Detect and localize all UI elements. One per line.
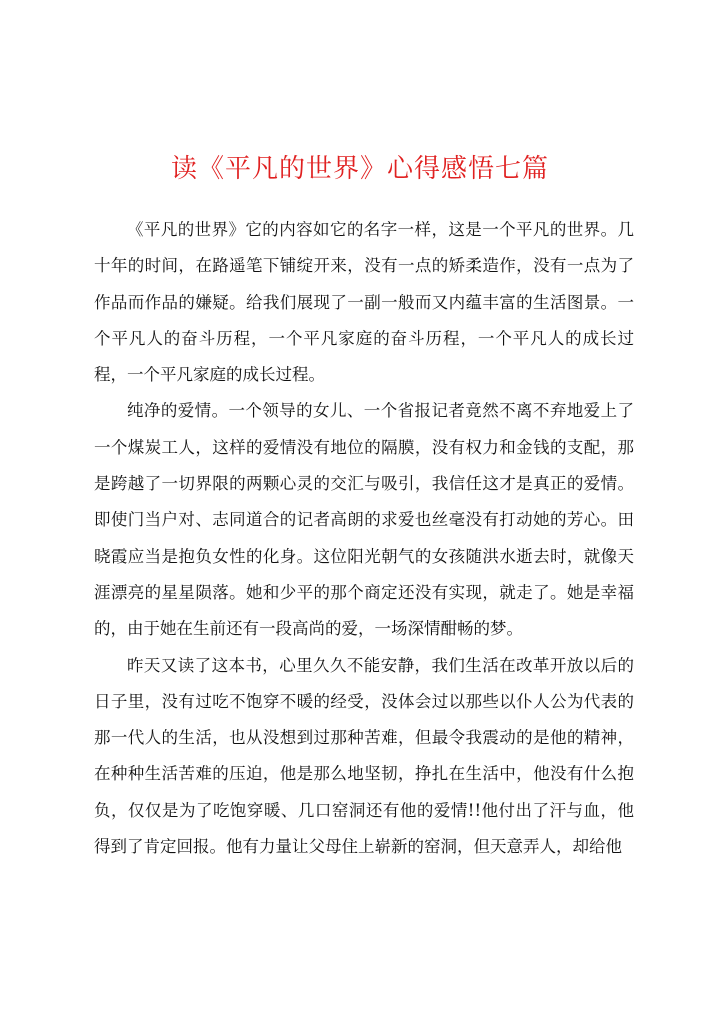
paragraph: 纯净的爱情。一个领导的女儿、一个省报记者竟然不离不弃地爱上了一个煤炭工人，这样的爱情没有地位的隔膜，没有权力和金钱的支配，那是跨越了一切界限的两颗心灵的交汇与吸引，我信任这才是真正的爱情。即使门当户对、志同道合的记者高朗的求爱也丝毫没有打动她的芳心。田晓霞应当是抱负女性的化身。这位阳光朝气的女孩随洪水逝去时，就像天涯漂亮的星星陨落。她和少平的那个商定还没有实现，就走了。她是幸福的，由于她在生前还有一段高尚的爱，一场深情酣畅的梦。	[94, 401, 634, 639]
document-body	[94, 212, 634, 865]
paragraph: 《平凡的世界》它的内容如它的名字一样，这是一个平凡的世界。几十年的时间，在路遥笔下铺绽开来，没有一点的矫柔造作，没有一点为了作品而作品的嫌疑。给我们展现了一副一般而又内蕴丰富的生活图景。一个平凡人的奋斗历程，一个平凡家庭的奋斗历程，一个平凡人的成长过程，一个平凡家庭的成长过程。	[94, 220, 634, 385]
document-title: 读《平凡的世界》心得感悟七篇	[170, 154, 549, 184]
paragraph: 昨天又读了这本书，心里久久不能安静，我们生活在改革开放以后的日子里，没有过吃不饱穿不暖的经受，没体会过以那些以仆人公为代表的那一代人的生活，也从没想到过那种苦难，但最令我震动的是他的精神，在种种生活苦难的压迫，他是那么地坚韧，挣扎在生活中，他没有什么抱负，仅仅是为了吃饱穿暖、几口窑洞还有他的爱情!!他付出了汗与血，他得到了肯定回报。他有力量让父母住上崭新的窑洞，但天意弄人，却给他	[94, 655, 634, 857]
